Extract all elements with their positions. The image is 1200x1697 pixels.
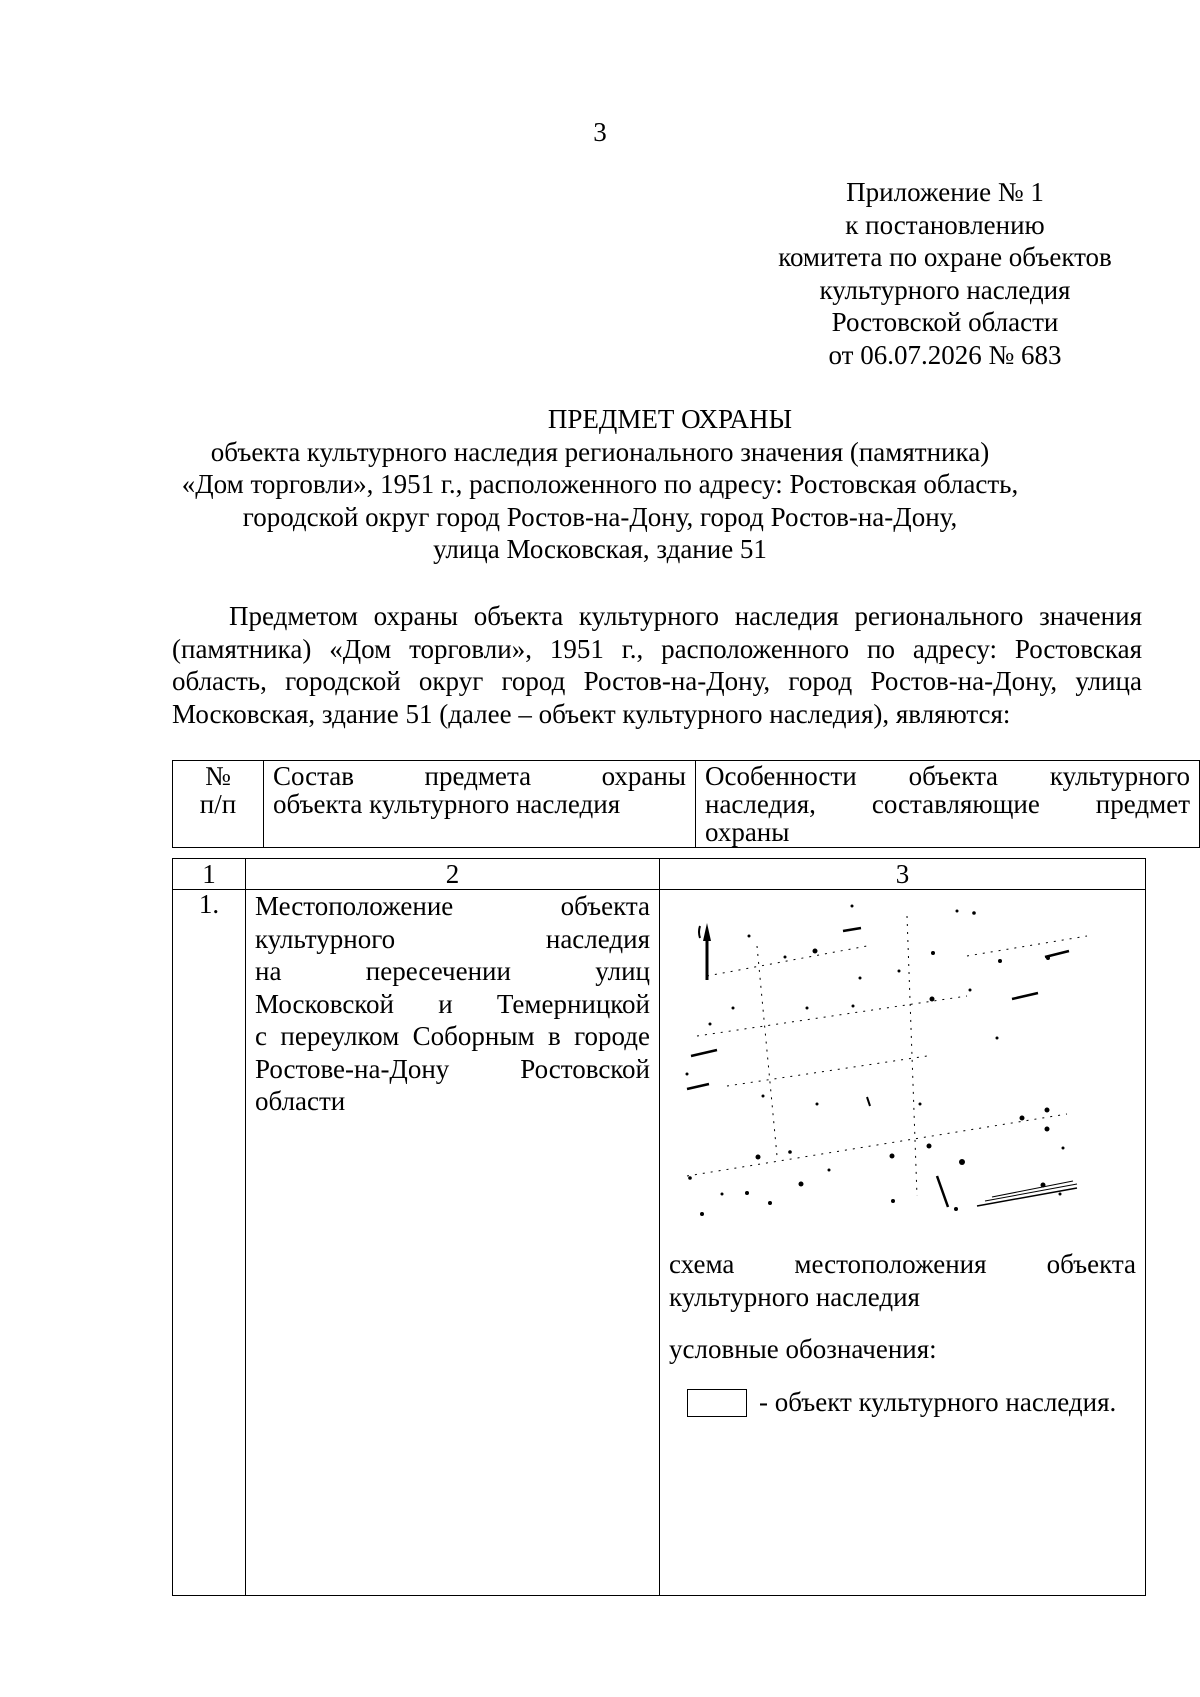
row-composition bbox=[246, 890, 660, 1596]
legend-label: - объект культурного наследия. bbox=[759, 1387, 1117, 1417]
appendix-line: культурного наследия bbox=[819, 274, 1071, 305]
table-row bbox=[173, 890, 1146, 1596]
row-number: 1. bbox=[173, 890, 246, 1596]
appendix-line: Приложение № 1 bbox=[846, 177, 1044, 207]
composition-line: культурного наследия bbox=[255, 923, 650, 954]
header-features-line: охраны bbox=[705, 817, 790, 847]
composition-line: Московской и Темерницкой bbox=[255, 988, 650, 1019]
header-number-line: № bbox=[205, 761, 231, 791]
title-line: городской округ город Ростов-на-Дону, город Ростов-на-Дону, bbox=[242, 501, 958, 532]
appendix-line: от 06.07.2026 № 683 bbox=[828, 339, 1062, 370]
header-composition bbox=[264, 761, 696, 848]
title-line: «Дом торговли», 1951 г., расположенного по адресу: Ростовская область, bbox=[181, 469, 1019, 499]
appendix-block bbox=[740, 176, 1150, 371]
north-arrow-shaft bbox=[706, 940, 709, 980]
header-composition-line: объекта культурного наследия bbox=[273, 789, 621, 819]
composition-line: Ростове-на-Дону Ростовской bbox=[255, 1053, 650, 1084]
legend-swatch-icon bbox=[687, 1389, 747, 1417]
column-number: 3 bbox=[660, 859, 1146, 890]
composition-line: на пересечении улиц bbox=[255, 956, 650, 986]
protection-table bbox=[172, 858, 1146, 1596]
legend-title: условные обозначения: bbox=[669, 1334, 937, 1364]
title-line: объекта культурного наследия регионального значения (памятника) bbox=[210, 436, 990, 467]
appendix-line: Ростовской области bbox=[831, 307, 1059, 337]
row-features bbox=[660, 890, 1146, 1596]
header-features-line: Особенности объекта культурного bbox=[705, 761, 1190, 791]
page-number: 3 bbox=[593, 117, 607, 147]
north-arrow-icon bbox=[703, 923, 711, 941]
header-number bbox=[173, 761, 264, 848]
caption-line: культурного наследия bbox=[669, 1281, 920, 1312]
column-number: 1 bbox=[173, 859, 246, 890]
column-number-row bbox=[173, 859, 1146, 890]
caption-line: схема местоположения объекта bbox=[669, 1249, 1136, 1279]
composition-line: с переулком Соборным в городе bbox=[255, 1021, 650, 1051]
legend-item bbox=[669, 1388, 1136, 1417]
document-title bbox=[150, 403, 1050, 566]
header-number-line: п/п bbox=[199, 789, 237, 819]
appendix-line: комитета по охране объектов bbox=[778, 242, 1112, 272]
header-composition-line: Состав предмета охраны bbox=[273, 761, 686, 791]
location-scheme-map bbox=[667, 896, 1107, 1226]
composition-line: области bbox=[255, 1086, 346, 1116]
intro-paragraph: Предметом охраны объекта культурного наследия регионального значения (памятника) «Дом торговли», 1951 г., расположенного по адресу: Ростовская область, городской округ город Ростов-на-Дону, город Ростов-на-Дону, улица Московская, здание 51 (далее – объект культурного наследия), являются: bbox=[172, 601, 1142, 729]
map-caption bbox=[669, 1248, 1136, 1313]
title-line: улица Московская, здание 51 bbox=[433, 534, 767, 564]
appendix-line: к постановлению bbox=[845, 209, 1045, 240]
header-features bbox=[696, 761, 1200, 848]
protection-table-header bbox=[172, 760, 1200, 848]
title-main: ПРЕДМЕТ ОХРАНЫ bbox=[547, 404, 793, 434]
column-number: 2 bbox=[246, 859, 660, 890]
composition-line: Местоположение объекта bbox=[255, 891, 650, 921]
header-features-line: наследия, составляющие предмет bbox=[705, 789, 1190, 819]
